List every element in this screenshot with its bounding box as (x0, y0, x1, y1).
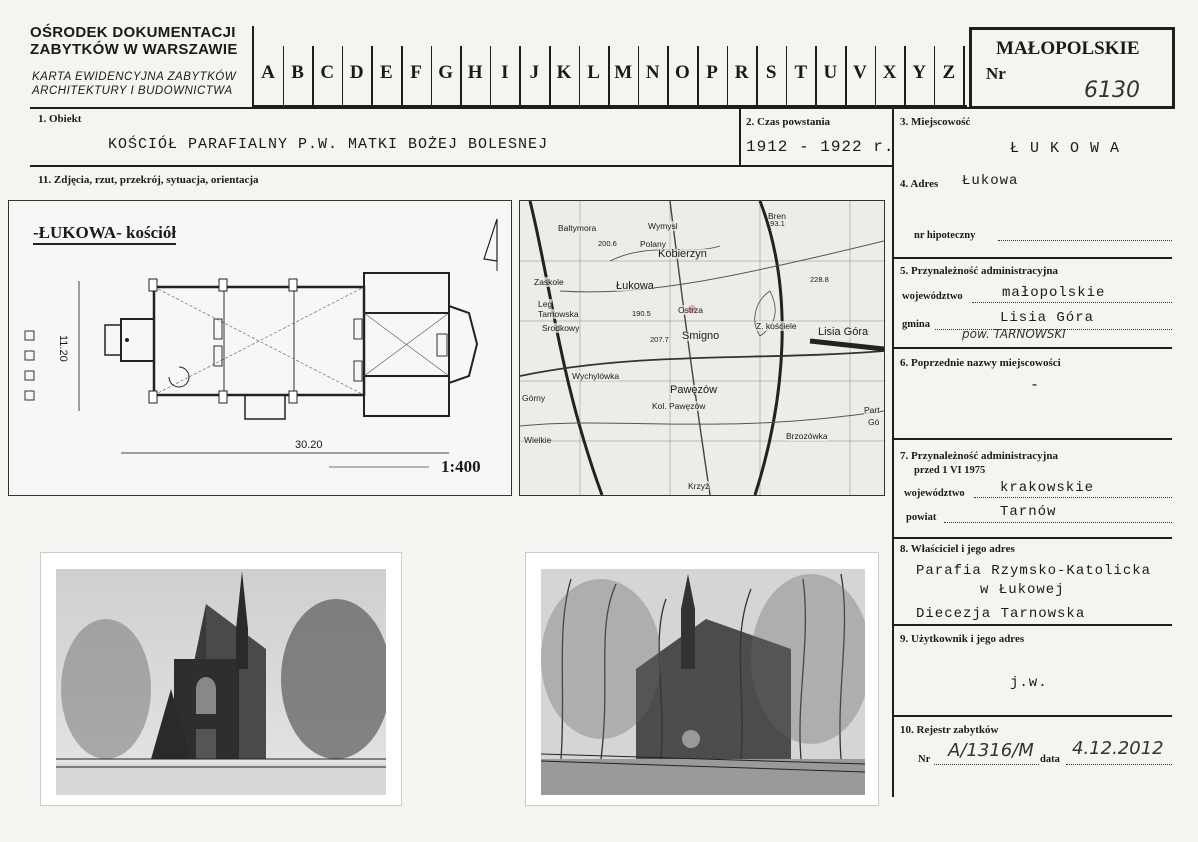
admin75-woj-line (974, 497, 1172, 498)
map-place-label: Ostrza (678, 305, 704, 315)
wlasciciel-line-1: Parafia Rzymsko-Katolicka (916, 563, 1152, 579)
admin-woj-line (972, 302, 1172, 303)
admin-woj-label: województwo (902, 291, 963, 302)
admin75-woj-value: krakowskie (1000, 480, 1095, 496)
map-place-label: Wychylówka (572, 371, 620, 381)
map-height-label: 228.8 (810, 275, 829, 284)
plan-title: -ŁUKOWA- kościół (33, 223, 176, 245)
card-type-line-1: KARTA EWIDENCYJNA ZABYTKÓW (32, 71, 237, 83)
czas-label: 2. Czas powstania (746, 116, 831, 128)
wlasciciel-line-3: Diecezja Tarnowska (916, 606, 1086, 622)
map-place-label: Łukowa (616, 280, 654, 292)
index-letter: B (291, 62, 304, 83)
map-place-label: Part (864, 405, 880, 415)
index-letter: H (467, 62, 483, 83)
index-letter: N (645, 62, 660, 83)
map-place-label: Bren (768, 211, 786, 221)
adres-value: Łukowa (962, 173, 1019, 189)
admin75-pow-label: powiat (906, 512, 937, 523)
index-letter: K (556, 62, 572, 83)
index-letter: T (794, 62, 808, 83)
index-letter: X (882, 62, 897, 83)
index-letter: F (410, 62, 422, 83)
rejestr-nr-value: A/1316/M (948, 740, 1034, 761)
map-place-label: Gó (868, 417, 880, 427)
rejestr-label: 10. Rejestr zabytków (900, 724, 999, 736)
rejestr-data-label: data (1040, 754, 1060, 765)
index-letter: A (261, 62, 275, 83)
map-place-label: Wielkie (524, 435, 552, 445)
map-height-label: 200.6 (598, 239, 617, 248)
nr-label: Nr (986, 64, 1006, 83)
poprzednie-value: - (1030, 377, 1041, 394)
admin-gmina-value: Lisia Góra (1000, 310, 1095, 326)
index-letter: J (529, 62, 540, 83)
index-letter: S (765, 62, 777, 83)
region-box (969, 27, 1175, 109)
index-letter: M (614, 62, 633, 83)
hipoteczny-label: nr hipoteczny (914, 230, 976, 241)
wlasciciel-line-2: w Łukowej (980, 582, 1065, 598)
miejscowosc-label: 3. Miejscowość (900, 116, 971, 128)
map-place-label: Tarnowska (538, 309, 579, 319)
index-letter: V (853, 62, 867, 83)
map-place-label: Srodkowy (542, 323, 580, 333)
uzytkownik-label: 9. Użytkownik i jego adres (900, 633, 1025, 645)
church-front-image (56, 569, 386, 795)
map-place-label: Górny (522, 393, 546, 403)
index-letter: U (823, 62, 838, 83)
map-place-label: Brzozówka (786, 431, 828, 441)
index-letter: C (320, 62, 335, 83)
section-11-label: 11. Zdjęcia, rzut, przekrój, sytuacja, orientacja (38, 174, 259, 186)
map-place-label: Krzyż (688, 481, 710, 491)
rejestr-data-line (1066, 764, 1172, 765)
index-letter: L (587, 62, 600, 83)
admin75-woj-label: województwo (904, 488, 965, 499)
rejestr-nr-label: Nr (918, 754, 931, 765)
organization-name (30, 24, 238, 58)
admin-gmina-note: pow. TARNOWSKI (962, 327, 1066, 341)
map-place-label: Lisia Góra (818, 326, 869, 338)
church-side-image (541, 569, 865, 795)
map-place-label: Pawęzów (670, 384, 718, 396)
region-name: MAŁOPOLSKIE (996, 38, 1140, 59)
map-place-label: Smigno (682, 330, 720, 342)
index-letter: D (349, 62, 364, 83)
map-place-label: Wymysl (648, 221, 678, 231)
hipoteczny-line (998, 240, 1172, 241)
admin-label: 5. Przynależność administracyjna (900, 265, 1058, 277)
rejestr-nr-line (934, 764, 1039, 765)
index-letter: G (438, 62, 453, 83)
index-letter: I (501, 62, 509, 83)
index-letter: Z (942, 62, 956, 83)
index-letter: O (675, 62, 690, 83)
map-height-label: 190.5 (632, 309, 651, 318)
index-letter: Y (912, 62, 927, 83)
wlasciciel-label: 8. Właściciel i jego adres (900, 543, 1015, 555)
index-letter: P (706, 62, 718, 83)
map-place-label: Baltymora (558, 223, 597, 233)
map-height-label: 207.7 (650, 335, 669, 344)
floor-plan-drawing (9, 201, 511, 495)
plan-length-dimension: 30.20 (295, 439, 323, 451)
adres-label (900, 178, 938, 190)
admin-gmina-label: gmina (902, 319, 931, 330)
plan-scale: 1:400 (441, 457, 481, 476)
obiekt-value: KOŚCIÓŁ PARAFIALNY P.W. MATKI BOŻEJ BOLESNEJ (108, 136, 549, 153)
rejestr-data-value: 4.12.2012 (1072, 738, 1164, 759)
admin75-pow-line (944, 522, 1172, 523)
org-line-2: ZABYTKÓW W WARSZAWIE (30, 41, 238, 58)
photo-church-side (525, 552, 879, 806)
floor-plan-panel (8, 200, 512, 496)
map-place-label: Leg (538, 299, 553, 309)
map-height-label: 193.1 (766, 219, 785, 228)
plan-width-dimension: 11.20 (57, 335, 69, 362)
org-line-1: OŚRODEK DOKUMENTACJI (30, 24, 236, 41)
map-place-label: Zaskole (534, 277, 564, 287)
czas-value: 1912 - 1922 r. (746, 138, 895, 156)
miejscowosc-value: Ł U K O W A (1010, 140, 1121, 157)
map-place-label: Z. kościele (756, 321, 797, 331)
index-letter: E (380, 62, 393, 83)
uzytkownik-value: j.w. (1010, 675, 1048, 691)
admin-woj-value: małopolskie (1002, 285, 1106, 301)
map-place-label: Kol. Pawęzów (652, 401, 706, 411)
poprzednie-label: 6. Poprzednie nazwy miejscowości (900, 357, 1061, 369)
admin75-sub: przed 1 VI 1975 (914, 465, 986, 476)
obiekt-label: 1. Obiekt (38, 113, 82, 125)
index-letter: R (734, 62, 749, 83)
location-map (519, 200, 885, 496)
admin75-label: 7. Przynależność administracyjna (900, 450, 1058, 462)
admin75-pow-value: Tarnów (1000, 504, 1057, 520)
map-drawing (520, 201, 884, 495)
adres-label-text: 4. Adres (900, 178, 939, 190)
map-place-label: Kobierzyn (658, 248, 707, 260)
map-place-label: Polany (640, 239, 666, 249)
nr-value: 6130 (1084, 78, 1140, 103)
card-type-line-2: ARCHITEKTURY I BUDOWNICTWA (32, 85, 233, 97)
card-type (32, 70, 236, 98)
photo-church-front (40, 552, 402, 806)
